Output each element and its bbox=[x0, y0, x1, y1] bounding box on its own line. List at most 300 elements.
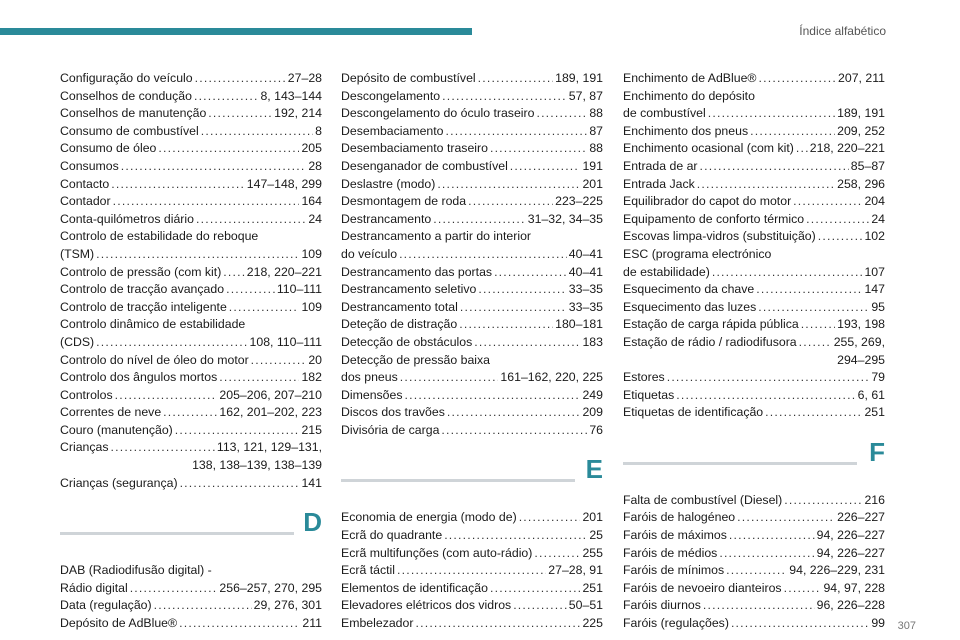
index-entry bbox=[341, 545, 603, 563]
entry-row bbox=[60, 193, 322, 211]
entry-row bbox=[341, 264, 603, 282]
index-entry bbox=[60, 211, 322, 229]
dot-leader bbox=[468, 193, 553, 211]
entry-row bbox=[60, 246, 322, 264]
entry-title: Consumo de óleo bbox=[60, 141, 157, 156]
section-header-d bbox=[60, 504, 322, 562]
dot-leader bbox=[459, 316, 553, 334]
dot-leader bbox=[201, 123, 313, 141]
index-column-3 bbox=[623, 70, 885, 633]
entry-row bbox=[623, 615, 885, 633]
entry-pages: 201 bbox=[582, 176, 603, 191]
index-entry bbox=[60, 597, 322, 615]
dot-leader bbox=[708, 105, 835, 123]
entry-title: Faróis de médios bbox=[623, 545, 718, 560]
entry-pages: 110–111 bbox=[276, 282, 322, 297]
dot-leader bbox=[442, 88, 567, 106]
entry-row bbox=[341, 70, 603, 88]
entry-title: do veículo bbox=[341, 246, 398, 261]
entry-row bbox=[60, 369, 322, 387]
entry-title: Contacto bbox=[60, 176, 110, 191]
entry-pages: 205–206, 207–210 bbox=[219, 387, 322, 402]
dot-leader bbox=[400, 369, 499, 387]
index-entry bbox=[623, 334, 885, 369]
entry-pages: 28 bbox=[308, 158, 322, 173]
index-entry bbox=[341, 105, 603, 123]
entry-row bbox=[60, 299, 322, 317]
entry-row bbox=[60, 123, 322, 141]
entry-title: Entrada de ar bbox=[623, 158, 698, 173]
entry-title: Ecrã táctil bbox=[341, 563, 395, 578]
entry-row bbox=[341, 509, 603, 527]
index-entry bbox=[341, 615, 603, 633]
index-entry bbox=[623, 88, 885, 123]
entry-pages: 27–28, 91 bbox=[548, 563, 603, 578]
entry-title: Etiquetas de identificação bbox=[623, 405, 764, 420]
entry-pages: 251 bbox=[864, 405, 885, 420]
entry-title: Estação de carga rápida pública bbox=[623, 317, 799, 332]
index-entry bbox=[60, 439, 322, 474]
dot-leader bbox=[667, 369, 870, 387]
entry-row bbox=[341, 527, 603, 545]
section-divider bbox=[341, 479, 575, 482]
dot-leader bbox=[519, 509, 581, 527]
entry-pages: 20 bbox=[308, 352, 322, 367]
entry-row bbox=[623, 492, 885, 510]
entry-row bbox=[341, 545, 603, 563]
entry-title: Crianças (segurança) bbox=[60, 475, 178, 490]
entry-row bbox=[341, 140, 603, 158]
entry-row bbox=[60, 281, 322, 299]
dot-leader bbox=[226, 281, 275, 299]
entry-row bbox=[341, 422, 603, 440]
entry-pages-continued: 294–295 bbox=[837, 352, 885, 367]
entry-row bbox=[341, 281, 603, 299]
dot-leader bbox=[441, 422, 587, 440]
dot-leader bbox=[447, 404, 581, 422]
entry-row bbox=[341, 299, 603, 317]
dot-leader bbox=[111, 176, 245, 194]
index-entry bbox=[623, 387, 885, 405]
index-entry bbox=[341, 264, 603, 282]
index-entry bbox=[623, 140, 885, 158]
dot-leader bbox=[163, 404, 217, 422]
entry-row bbox=[341, 176, 603, 194]
index-entry bbox=[60, 123, 322, 141]
entry-pages: 108, 110–111 bbox=[249, 334, 322, 349]
entry-row bbox=[60, 140, 322, 158]
index-entry bbox=[60, 369, 322, 387]
entry-row bbox=[623, 509, 885, 527]
index-entry bbox=[341, 597, 603, 615]
index-entry bbox=[623, 492, 885, 510]
index-entry bbox=[623, 562, 885, 580]
dot-leader bbox=[405, 387, 581, 405]
entry-title: Esquecimento da chave bbox=[623, 282, 755, 297]
dot-leader bbox=[758, 70, 836, 88]
dot-leader bbox=[460, 299, 567, 317]
entry-title: Descongelamento do óculo traseiro bbox=[341, 106, 535, 121]
index-entry bbox=[623, 158, 885, 176]
entry-pages: 215 bbox=[301, 422, 322, 437]
entry-pages: 201 bbox=[582, 510, 603, 525]
dot-leader bbox=[799, 334, 832, 352]
entry-pages: 164 bbox=[301, 194, 322, 209]
dot-leader bbox=[513, 597, 567, 615]
entry-row bbox=[60, 439, 322, 457]
dot-leader bbox=[494, 264, 567, 282]
entry-title: Desembaciamento bbox=[341, 123, 444, 138]
entry-pages: 79 bbox=[871, 370, 885, 385]
section-letter: E bbox=[585, 454, 603, 485]
entry-pages: 29, 276, 301 bbox=[253, 598, 322, 613]
entry-row bbox=[623, 580, 885, 598]
entry-title: (CDS) bbox=[60, 334, 95, 349]
entry-row bbox=[341, 387, 603, 405]
entry-pages: 40–41 bbox=[568, 264, 603, 279]
entry-pages: 258, 296 bbox=[837, 176, 885, 191]
entry-row bbox=[623, 597, 885, 615]
entry-pages: 94, 97, 228 bbox=[823, 580, 885, 595]
dot-leader bbox=[536, 105, 587, 123]
entry-row bbox=[341, 615, 603, 633]
entry-title: Controlo de tracção avançado bbox=[60, 282, 225, 297]
entry-title-line: DAB (Radiodifusão digital) - bbox=[60, 563, 212, 578]
index-entry bbox=[60, 105, 322, 123]
entry-title: Economia de energia (modo de) bbox=[341, 510, 517, 525]
entry-pages: 226–227 bbox=[837, 510, 885, 525]
entry-row bbox=[341, 334, 603, 352]
entry-pages: 25 bbox=[589, 528, 603, 543]
index-entry bbox=[60, 475, 322, 493]
index-entry bbox=[341, 352, 603, 387]
entry-pages: 183 bbox=[582, 334, 603, 349]
index-entry bbox=[60, 176, 322, 194]
entry-pages: 57, 87 bbox=[568, 88, 603, 103]
entry-title: Ecrã do quadrante bbox=[341, 528, 443, 543]
entry-pages: 31–32, 34–35 bbox=[527, 211, 603, 226]
entry-title: Elevadores elétricos dos vidros bbox=[341, 598, 512, 613]
dot-leader bbox=[474, 334, 580, 352]
dot-leader bbox=[115, 387, 218, 405]
dot-leader bbox=[158, 140, 299, 158]
index-entry bbox=[623, 246, 885, 281]
entry-row bbox=[341, 580, 603, 598]
entry-pages: 24 bbox=[871, 211, 885, 226]
entry-title: Destrancamento total bbox=[341, 299, 458, 314]
dot-leader bbox=[490, 580, 581, 598]
entry-pages-continued: 138, 138–139, 138–139 bbox=[192, 458, 322, 473]
index-entry bbox=[341, 334, 603, 352]
index-entry bbox=[341, 228, 603, 263]
entry-title: Destrancamento seletivo bbox=[341, 282, 477, 297]
entry-title: Faróis de nevoeiro dianteiros bbox=[623, 580, 782, 595]
entry-title: Data (regulação) bbox=[60, 598, 152, 613]
entry-pages: 162, 201–202, 223 bbox=[219, 405, 322, 420]
entry-row bbox=[60, 352, 322, 370]
entry-row bbox=[623, 562, 885, 580]
entry-title: Controlo de pressão (com kit) bbox=[60, 264, 222, 279]
dot-leader bbox=[697, 176, 835, 194]
entry-pages: 94, 226–227 bbox=[816, 545, 885, 560]
entry-pages: 85–87 bbox=[850, 158, 885, 173]
entry-row bbox=[60, 264, 322, 282]
entry-title: Depósito de combustível bbox=[341, 71, 476, 85]
entry-pages: 207, 211 bbox=[838, 71, 885, 85]
index-entry bbox=[60, 387, 322, 405]
entry-pages: 192, 214 bbox=[274, 106, 322, 121]
dot-leader bbox=[490, 140, 587, 158]
dot-leader bbox=[113, 193, 300, 211]
dot-leader bbox=[712, 264, 863, 282]
index-entry bbox=[341, 316, 603, 334]
dot-leader bbox=[765, 404, 862, 422]
index-entry bbox=[623, 404, 885, 422]
entry-pages: 109 bbox=[301, 246, 322, 261]
dot-leader bbox=[444, 527, 587, 545]
entry-title: Rádio digital bbox=[60, 580, 128, 595]
entry-pages: 225 bbox=[582, 616, 603, 631]
dot-leader bbox=[818, 228, 863, 246]
entry-row bbox=[341, 597, 603, 615]
index-entry bbox=[341, 140, 603, 158]
entry-row bbox=[60, 475, 322, 493]
entry-row bbox=[623, 228, 885, 246]
entry-title-line: Controlo de estabilidade do reboque bbox=[60, 229, 259, 244]
dot-leader bbox=[703, 597, 815, 615]
dot-leader bbox=[719, 545, 814, 563]
entry-pages: 50–51 bbox=[568, 598, 603, 613]
entry-title: Ecrã multifunções (com auto-rádio) bbox=[341, 545, 533, 560]
entry-pages: 109 bbox=[301, 299, 322, 314]
entry-row bbox=[623, 211, 885, 229]
entry-title: Discos dos travões bbox=[341, 405, 445, 420]
entry-row bbox=[341, 105, 603, 123]
index-entry bbox=[623, 580, 885, 598]
entry-pages: 88 bbox=[589, 106, 603, 121]
entry-pages: 189, 191 bbox=[837, 106, 885, 121]
entry-row bbox=[623, 105, 885, 123]
entry-pages: 161–162, 220, 225 bbox=[500, 370, 603, 385]
entry-title: Depósito de AdBlue® bbox=[60, 616, 178, 631]
entry-row bbox=[623, 299, 885, 317]
entry-row bbox=[60, 211, 322, 229]
index-entry bbox=[60, 70, 322, 88]
index-entry bbox=[623, 228, 885, 246]
index-entry bbox=[623, 123, 885, 141]
entry-title-line: Destrancamento a partir do interior bbox=[341, 229, 532, 244]
entry-pages: 249 bbox=[582, 387, 603, 402]
index-entry bbox=[341, 211, 603, 229]
index-entry bbox=[623, 281, 885, 299]
entry-row bbox=[623, 193, 885, 211]
entry-title: Elementos de identificação bbox=[341, 580, 488, 595]
entry-title-line: Controlo dinâmico de estabilidade bbox=[60, 317, 246, 332]
dot-leader bbox=[446, 123, 588, 141]
entry-title: Descongelamento bbox=[341, 88, 441, 103]
dot-leader bbox=[130, 580, 218, 598]
entry-title: Equipamento de conforto térmico bbox=[623, 211, 805, 226]
entry-pages: 204 bbox=[864, 194, 885, 209]
entry-pages: 209 bbox=[582, 405, 603, 420]
dot-leader bbox=[111, 439, 215, 457]
entry-title: Controlos bbox=[60, 387, 113, 402]
section-letter: F bbox=[869, 436, 885, 467]
entry-row bbox=[623, 545, 885, 563]
dot-leader bbox=[731, 615, 869, 633]
entry-row bbox=[623, 316, 885, 334]
entry-title: Crianças bbox=[60, 440, 109, 455]
entry-row bbox=[623, 158, 885, 176]
entry-title: de estabilidade) bbox=[623, 264, 710, 279]
entry-title-line: Detecção de pressão baixa bbox=[341, 352, 491, 367]
entry-pages: 94, 226–229, 231 bbox=[789, 563, 885, 578]
entry-row bbox=[341, 123, 603, 141]
index-entry bbox=[60, 299, 322, 317]
entry-pages: 255 bbox=[582, 545, 603, 560]
index-entry bbox=[341, 527, 603, 545]
index-entry bbox=[341, 387, 603, 405]
entry-title: Desmontagem de roda bbox=[341, 194, 467, 209]
entry-pages: 88 bbox=[589, 141, 603, 156]
entry-title: Configuração do veículo bbox=[60, 71, 193, 85]
section-header-e bbox=[341, 451, 603, 509]
dot-leader bbox=[784, 492, 862, 510]
entry-title: Escovas limpa-vidros (substituição) bbox=[623, 229, 816, 244]
entry-pages: 99 bbox=[871, 616, 885, 631]
entry-row bbox=[623, 176, 885, 194]
index-entry bbox=[623, 615, 885, 633]
index-entry bbox=[60, 88, 322, 106]
entry-row bbox=[623, 369, 885, 387]
dot-leader bbox=[737, 509, 835, 527]
index-entry bbox=[60, 562, 322, 597]
index-entry bbox=[341, 562, 603, 580]
index-entry bbox=[623, 193, 885, 211]
index-entry bbox=[623, 527, 885, 545]
entry-title: Divisória de carga bbox=[341, 422, 440, 437]
dot-leader bbox=[729, 527, 815, 545]
entry-title: Controlo dos ângulos mortos bbox=[60, 370, 218, 385]
dot-leader bbox=[96, 334, 247, 352]
dot-leader bbox=[179, 615, 300, 633]
entry-pages: 107 bbox=[864, 264, 885, 279]
dot-leader bbox=[433, 211, 526, 229]
dot-leader bbox=[180, 475, 300, 493]
dot-leader bbox=[415, 615, 580, 633]
entry-row bbox=[60, 422, 322, 440]
entry-title: Enchimento de AdBlue® bbox=[623, 71, 757, 85]
section-divider bbox=[60, 532, 294, 535]
entry-pages: 180–181 bbox=[555, 317, 603, 332]
dot-leader bbox=[397, 562, 546, 580]
entry-title: Falta de combustível (Diesel) bbox=[623, 492, 783, 507]
entry-row bbox=[623, 404, 885, 422]
index-entry bbox=[341, 70, 603, 88]
entry-pages: 33–35 bbox=[568, 299, 603, 314]
index-entry bbox=[623, 176, 885, 194]
index-entry bbox=[341, 509, 603, 527]
entry-row bbox=[341, 246, 603, 264]
entry-title: Faróis diurnos bbox=[623, 598, 701, 613]
dot-leader bbox=[121, 158, 307, 176]
dot-leader bbox=[175, 422, 300, 440]
entry-pages: 193, 198 bbox=[837, 317, 885, 332]
entry-title: Consumos bbox=[60, 158, 119, 173]
dot-leader bbox=[700, 158, 849, 176]
index-entry bbox=[60, 228, 322, 263]
entry-row bbox=[623, 281, 885, 299]
entry-pages: 255, 269, bbox=[833, 334, 885, 349]
index-entry bbox=[341, 176, 603, 194]
entry-row bbox=[341, 316, 603, 334]
dot-leader bbox=[793, 193, 862, 211]
entry-title: Detecção de obstáculos bbox=[341, 334, 473, 349]
entry-pages: 27–28 bbox=[287, 71, 322, 85]
index-entry bbox=[341, 123, 603, 141]
entry-row bbox=[60, 615, 322, 633]
dot-leader bbox=[796, 140, 808, 158]
section-letter: D bbox=[303, 507, 322, 538]
dot-leader bbox=[229, 299, 300, 317]
index-entry bbox=[623, 211, 885, 229]
dot-leader bbox=[756, 281, 862, 299]
index-entry bbox=[341, 404, 603, 422]
entry-title: Etiquetas bbox=[623, 387, 675, 402]
dot-leader bbox=[726, 562, 787, 580]
entry-pages: 218, 220–221 bbox=[809, 141, 885, 156]
index-entry bbox=[60, 352, 322, 370]
entry-pages: 102 bbox=[864, 229, 885, 244]
entry-title: Embelezador bbox=[341, 616, 414, 631]
index-column-2 bbox=[341, 70, 603, 633]
entry-title: Esquecimento das luzes bbox=[623, 299, 757, 314]
entry-row bbox=[623, 140, 885, 158]
entry-pages: 147–148, 299 bbox=[246, 176, 322, 191]
entry-title: Entrada Jack bbox=[623, 176, 695, 191]
entry-row bbox=[623, 387, 885, 405]
dot-leader bbox=[437, 176, 580, 194]
entry-pages: 141 bbox=[301, 475, 322, 490]
index-entry bbox=[60, 158, 322, 176]
entry-pages: 216 bbox=[864, 492, 885, 507]
entry-pages: 33–35 bbox=[568, 282, 603, 297]
entry-pages: 218, 220–221 bbox=[246, 264, 322, 279]
entry-row bbox=[60, 88, 322, 106]
entry-pages: 256–257, 270, 295 bbox=[219, 580, 322, 595]
entry-title: Faróis de halogéneo bbox=[623, 510, 736, 525]
index-entry bbox=[60, 264, 322, 282]
entry-row bbox=[341, 211, 603, 229]
dot-leader bbox=[194, 88, 259, 106]
index-entry bbox=[60, 422, 322, 440]
entry-title: Controlo do nível de óleo do motor bbox=[60, 352, 249, 367]
entry-title: Contador bbox=[60, 194, 111, 209]
entry-row bbox=[623, 123, 885, 141]
dot-leader bbox=[399, 246, 567, 264]
entry-title: Conselhos de condução bbox=[60, 88, 192, 103]
dot-leader bbox=[96, 246, 299, 264]
entry-title-line: Enchimento do depósito bbox=[623, 88, 755, 103]
entry-title: Destrancamento das portas bbox=[341, 264, 493, 279]
index-entry bbox=[341, 193, 603, 211]
index-entry bbox=[60, 281, 322, 299]
dot-leader bbox=[208, 105, 272, 123]
entry-title: Conta-quilómetros diário bbox=[60, 211, 194, 226]
entry-row bbox=[60, 597, 322, 615]
index-entry bbox=[623, 316, 885, 334]
dot-leader bbox=[676, 387, 855, 405]
